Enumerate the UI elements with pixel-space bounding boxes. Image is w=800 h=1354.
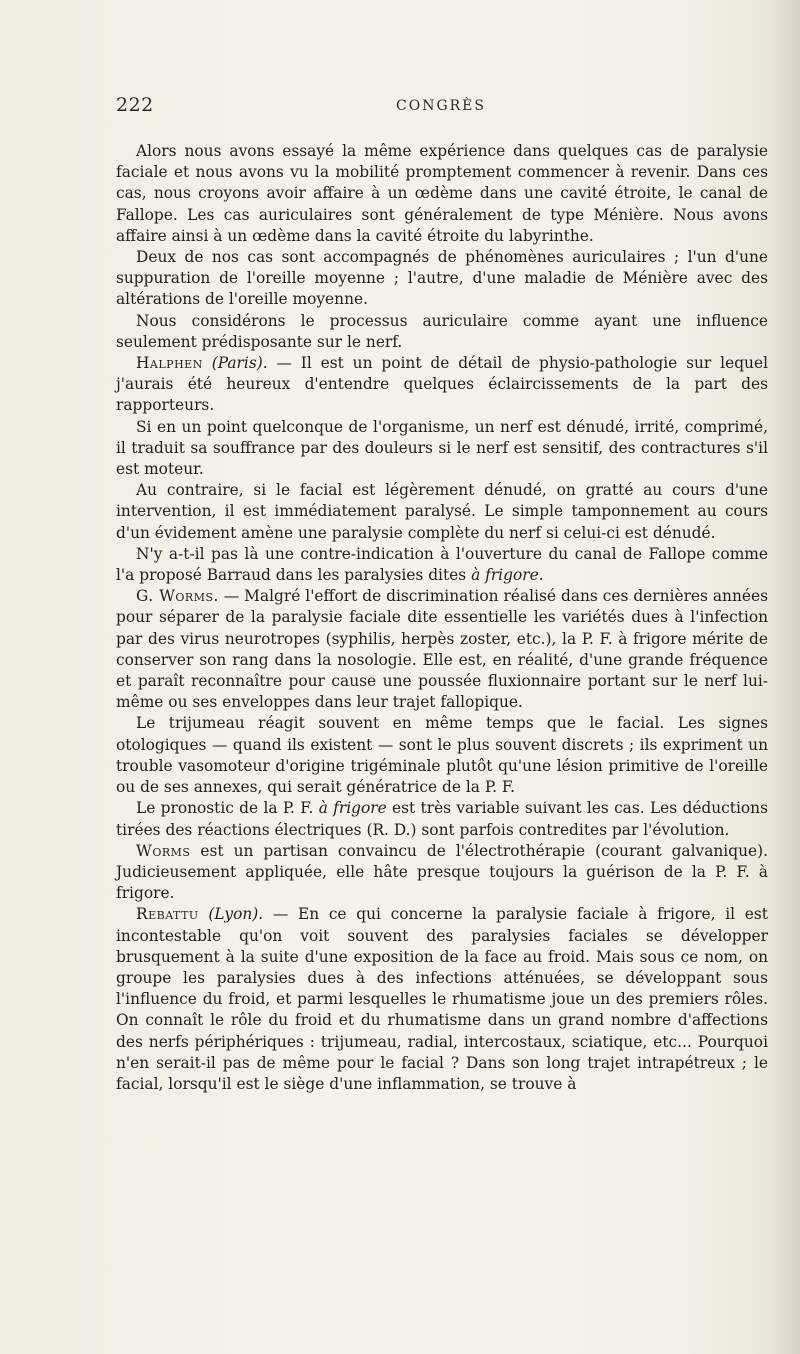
speaker-name: Halphen (136, 354, 203, 373)
paragraph-text: — Malgré l'effort de discrimination réalisé dans ces dernières années pour séparer de la paralysie faciale dite essentielle les variétés dues à l'infection par des virus neurotropes (syphilis, herpès zoster, etc.), la P. F. à frigore mérite de conserver son rang dans la nosologie. Elle est, en réalité, d'une grande fréquence et paraît reconnaître pour cause une poussée fluxionnaire portant sur le nerf lui-même ou ses enveloppes dans leur trajet fallopique. (116, 587, 768, 712)
paragraph (116, 480, 768, 544)
page-header (116, 94, 766, 124)
paragraph-text: est un partisan convaincu de l'électrothérapie (courant galvanique). Judicieusement appliquée, elle hâte presque toujours la guérison de la P. F. à frigore. (116, 841, 768, 903)
paragraph-text: — En ce qui concerne la paralysie faciale à frigore, il est incontestable qu'on voit souvent des paralysies faciales se développer brusquement à la suite d'une exposition de la face au froid. Mais sous ce nom, on groupe les paralysies dues à des infections atténuées, se développant sous l'influence du froid, et parmi lesquelles le rhumatisme joue un des premiers rôles. On connaît le rôle du froid et du rhumatisme dans un grand nombre d'affections des nerfs périphériques : trijumeau, radial, intercostaux, sciatique, etc... Pourquoi n'en serait-il pas de même pour le facial ? Dans son long trajet intrapétreux ; le facial, lorsqu'il est le siège d'une inflammation, se trouve à (116, 905, 768, 1093)
paragraph-text: est très variable suivant les cas. Les déductions tirées des réactions électriques (R. D.) sont parfois contredites par l'évolution. (116, 799, 768, 839)
paragraph (116, 417, 768, 481)
speaker-affiliation: (Paris). (211, 354, 268, 373)
speaker-name: G. Worms. (136, 587, 219, 606)
paragraph-text: Le pronostic de la P. F. (136, 799, 319, 818)
paragraph (116, 841, 768, 905)
italic-term: à frigore. (471, 566, 544, 585)
paragraph-text: — Il est un point de détail de physio-pathologie sur lequel j'aurais été heureux d'entendre quelques éclaircissements de la part des rapporteurs. (116, 354, 768, 415)
paragraph-text: Deux de nos cas sont accompagnés de phénomènes auriculaires ; l'un d'une suppuration de l'oreille moyenne ; l'autre, d'une maladie de Ménière avec des altérations de l'oreille moyenne. (116, 248, 768, 309)
speaker-name: Worms (136, 841, 191, 860)
speaker-affiliation: (Lyon). (208, 905, 264, 924)
running-title: CONGRÈS (396, 98, 486, 114)
paragraph (116, 247, 768, 311)
paragraph-text: Au contraire, si le facial est légèrement dénudé, on gratté au cours d'une intervention, il est immédiatement paralysé. Le simple tamponnement au cours d'un évidement amène une paralysie complète du nerf si celui-ci est dénudé. (116, 481, 768, 542)
page-number: 222 (116, 94, 154, 116)
paragraph (116, 141, 768, 247)
italic-term: à frigore (318, 799, 387, 818)
paragraph (116, 311, 768, 353)
paragraph (116, 798, 768, 840)
paragraph-text: Si en un point quelconque de l'organisme, un nerf est dénudé, irrité, comprimé, il traduit sa souffrance par des douleurs si le nerf est sensitif, des contractures s'il est moteur. (116, 417, 768, 479)
paragraph (116, 713, 768, 798)
paragraph-text: N'y a-t-il pas là une contre-indication à l'ouverture du canal de Fallope comme l'a proposé Barraud dans les paralysies dites (116, 544, 768, 585)
paragraph (116, 544, 768, 586)
body-text (116, 141, 768, 1095)
paragraph-text: Le trijumeau réagit souvent en même temps que le facial. Les signes otologiques — quand ils existent — sont le plus souvent discrets ; ils expriment un trouble vasomoteur d'origine trigéminale plutôt qu'une lésion primitive de l'oreille ou de ses annexes, qui serait génératrice de la P. F. (116, 714, 768, 797)
paragraph-text: Nous considérons le processus auriculaire comme ayant une influence seulement prédisposante sur le nerf. (116, 311, 768, 351)
paragraph (116, 586, 768, 713)
paragraph (116, 353, 768, 417)
speaker-name: Rebattu (136, 905, 199, 924)
paragraph-text: Alors nous avons essayé la même expérience dans quelques cas de paralysie faciale et nous avons vu la mobilité promptement commencer à revenir. Dans ces cas, nous croyons avoir affaire à un œdème dans une cavité étroite, le canal de Fallope. Les cas auriculaires sont généralement de type Ménière. Nous avons affaire ainsi à un œdème dans la cavité étroite du labyrinthe. (116, 142, 768, 245)
paragraph (116, 904, 768, 1095)
